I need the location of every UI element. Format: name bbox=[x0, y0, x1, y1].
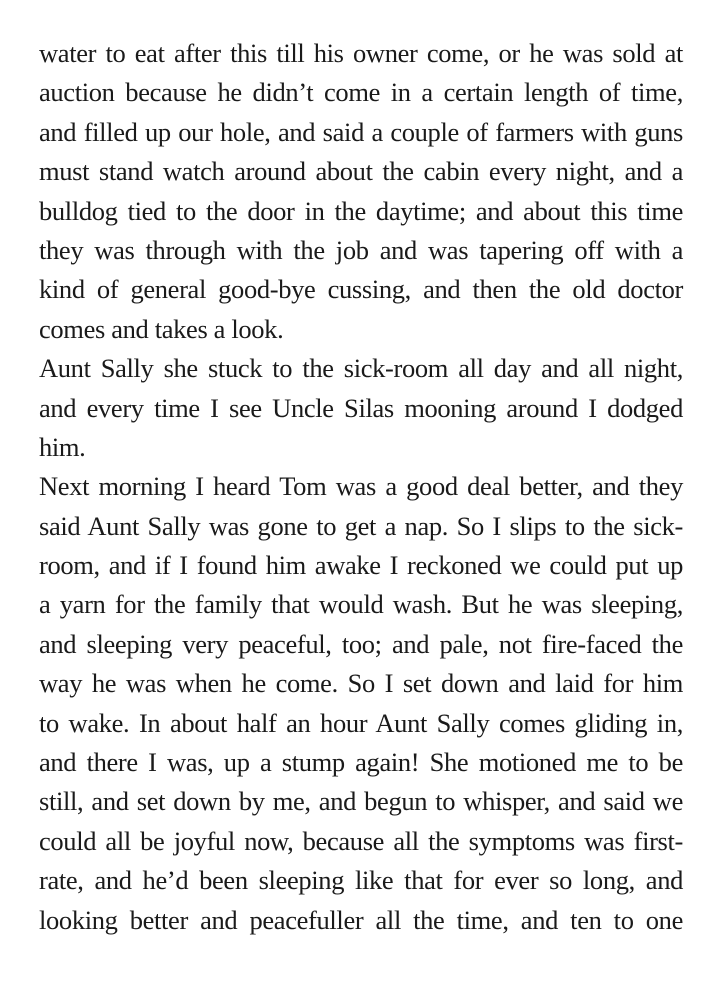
text-line: to wake. In about half an hour Aunt Sally comes gliding in, bbox=[39, 707, 683, 738]
text-line: a yarn for the family that would wash. But he was sleeping, bbox=[39, 589, 683, 620]
text-line: auction because he didn’t come in a certain length of time, bbox=[39, 77, 683, 108]
text-line: must stand watch around about the cabin every night, and a bbox=[39, 156, 683, 187]
text-line: said Aunt Sally was gone to get a nap. So I slips to the sick- bbox=[39, 510, 683, 541]
text-line: and filled up our hole, and said a couple of farmers with guns bbox=[39, 116, 683, 147]
text-line: they was through with the job and was tapering off with a bbox=[39, 234, 683, 265]
text-line: comes and takes a look. bbox=[39, 313, 284, 344]
body-text bbox=[39, 34, 683, 940]
text-line: still, and set down by me, and begun to whisper, and said we bbox=[39, 786, 683, 817]
text-line: him. bbox=[39, 431, 86, 462]
text-line: way he was when he come. So I set down and laid for him bbox=[39, 668, 683, 699]
text-line: Aunt Sally she stuck to the sick-room all day and all night, bbox=[39, 353, 683, 384]
text-line: and every time I see Uncle Silas mooning around I dodged bbox=[39, 392, 683, 423]
text-line: and there I was, up a stump again! She motioned me to be bbox=[39, 747, 683, 778]
text-line: could all be joyful now, because all the symptoms was first- bbox=[39, 825, 683, 856]
text-line: looking better and peacefuller all the time, and ten to one bbox=[39, 904, 683, 935]
text-line: water to eat after this till his owner come, or he was sold at bbox=[39, 38, 683, 68]
text-line: and sleeping very peaceful, too; and pale, not fire-faced the bbox=[39, 628, 683, 659]
text-line: rate, and he’d been sleeping like that for ever so long, and bbox=[39, 865, 683, 896]
text-line: kind of general good-bye cussing, and then the old doctor bbox=[39, 274, 683, 305]
text-line: room, and if I found him awake I reckoned we could put up bbox=[39, 550, 683, 581]
text-line: Next morning I heard Tom was a good deal better, and they bbox=[39, 471, 683, 502]
text-line: bulldog tied to the door in the daytime; and about this time bbox=[39, 195, 683, 226]
